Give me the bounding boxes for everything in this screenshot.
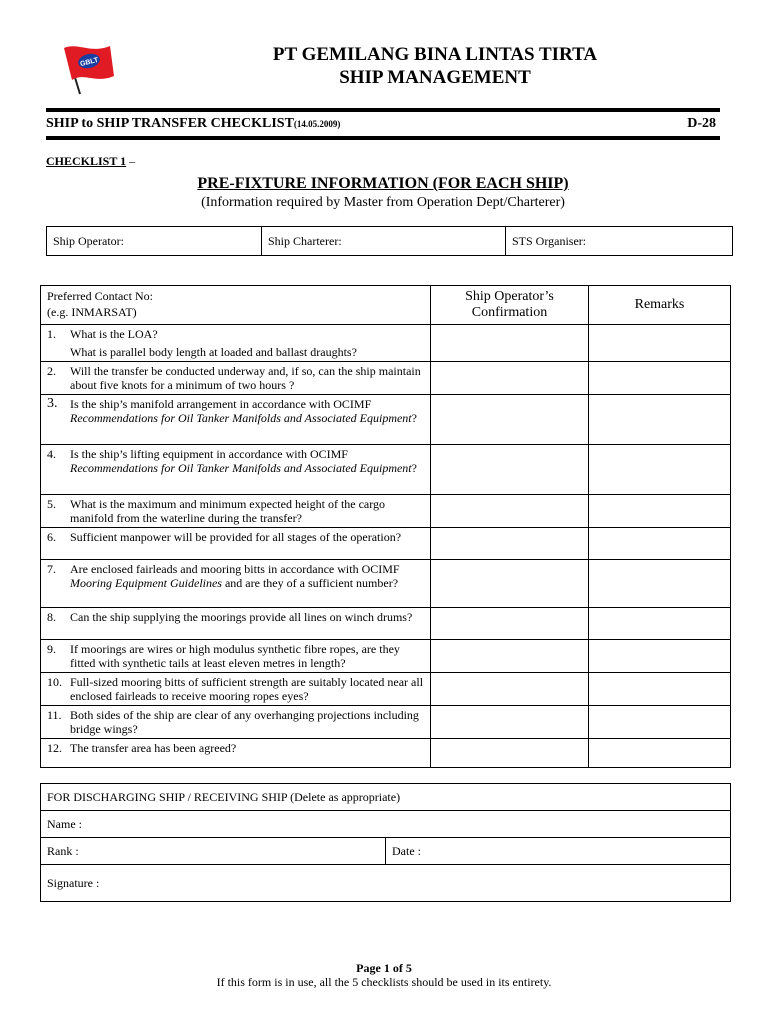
question-line: Sufficient manpower will be provided for all stages of the operation? (70, 530, 402, 544)
checklist-row (41, 739, 731, 768)
confirmation-cell[interactable] (431, 445, 589, 495)
question-cell (41, 739, 431, 768)
question-number: 7. (47, 562, 56, 576)
checklist-row (41, 325, 731, 362)
remarks-cell[interactable] (589, 362, 731, 395)
document-title-text: SHIP to SHIP TRANSFER CHECKLIST (46, 116, 294, 131)
signature-table (40, 783, 731, 902)
question-number: 4. (47, 447, 56, 461)
question-text (70, 610, 424, 624)
checklist-row (41, 445, 731, 495)
company-logo (56, 40, 118, 96)
confirmation-cell[interactable] (431, 362, 589, 395)
question-tail: ? (411, 461, 417, 475)
rank-label: Rank : (47, 844, 79, 858)
checklist-label (46, 154, 135, 169)
question-number: 1. (47, 327, 56, 341)
question-cell (41, 395, 431, 445)
question-text (70, 741, 424, 755)
question-text (70, 530, 424, 544)
question-text (70, 327, 424, 359)
header-rule-top (46, 108, 720, 112)
question-line: Are enclosed fairleads and mooring bitts in accordance with OCIMF (70, 562, 400, 576)
question-number: 10. (47, 675, 62, 689)
question-text (70, 364, 424, 392)
section-subheading: (Information required by Master from Operation Dept/Charterer) (201, 195, 565, 210)
ship-charterer-label: Ship Charterer: (268, 234, 342, 248)
remarks-cell[interactable] (589, 445, 731, 495)
question-number: 5. (47, 497, 56, 511)
document-code: D-28 (687, 116, 716, 131)
question-number: 8. (47, 610, 56, 624)
checklist-row (41, 395, 731, 445)
question-line: Will the transfer be conducted underway and, if so, can the ship maintain about five knots for a minimum of two hours ? (70, 364, 421, 392)
confirmation-cell[interactable] (431, 560, 589, 608)
question-line: Both sides of the ship are clear of any overhanging projections including bridge wings? (70, 708, 419, 736)
question-line: What is the LOA? (70, 327, 158, 341)
remarks-cell[interactable] (589, 528, 731, 560)
checklist-row (41, 560, 731, 608)
question-line: Is the ship’s lifting equipment in accordance with OCIMF (70, 447, 348, 461)
name-field[interactable] (41, 811, 731, 838)
question-line: Can the ship supplying the moorings provide all lines on winch drums? (70, 610, 413, 624)
document-title (46, 116, 340, 132)
name-label: Name : (47, 817, 82, 831)
ship-operator-field[interactable] (47, 227, 262, 256)
checklist-row (41, 706, 731, 739)
logo-text: GBLT (79, 56, 100, 69)
section-heading: PRE-FIXTURE INFORMATION (FOR EACH SHIP) (197, 175, 569, 192)
page-number: Page 1 of 5 (356, 961, 412, 975)
footer-note: If this form is in use, all the 5 checklists should be used in its entirety. (216, 975, 552, 989)
checklist-row (41, 495, 731, 528)
date-label: Date : (392, 844, 421, 858)
checklist-number: CHECKLIST 1 (46, 154, 127, 168)
header-rule-bottom (46, 136, 720, 140)
contact-label: Preferred Contact No: (47, 289, 153, 303)
question-tail: and are they of a sufficient number? (224, 576, 399, 590)
question-cell (41, 640, 431, 673)
date-field[interactable] (386, 838, 731, 865)
company-division: SHIP MANAGEMENT (339, 67, 531, 88)
remarks-cell[interactable] (589, 706, 731, 739)
question-cell (41, 608, 431, 640)
question-number: 6. (47, 530, 56, 544)
confirmation-cell[interactable] (431, 706, 589, 739)
signature-label: Signature : (47, 876, 100, 890)
question-text (70, 562, 424, 590)
remarks-cell[interactable] (589, 739, 731, 768)
operator-info-table (46, 226, 733, 256)
checklist-row (41, 528, 731, 560)
checklist-row (41, 640, 731, 673)
checklist-table (40, 285, 731, 768)
remarks-cell[interactable] (589, 325, 731, 362)
confirmation-cell[interactable] (431, 395, 589, 445)
confirmation-header: Ship Operator’s Confirmation (431, 286, 589, 325)
question-line: Full-sized mooring bitts of sufficient strength are suitably located near all enclosed fairleads to receive mooring ropes eyes? (70, 675, 424, 703)
checklist-row (41, 608, 731, 640)
question-line-2: What is parallel body length at loaded and ballast draughts? (70, 345, 357, 359)
remarks-cell[interactable] (589, 560, 731, 608)
question-text (70, 675, 424, 703)
question-number: 12. (47, 741, 62, 755)
question-cell (41, 706, 431, 739)
question-line: What is the maximum and minimum expected height of the cargo manifold from the waterline during the transfer? (70, 497, 386, 525)
question-text (70, 642, 424, 670)
signature-field[interactable] (41, 865, 731, 902)
remarks-cell[interactable] (589, 608, 731, 640)
question-text (70, 397, 424, 425)
question-cell (41, 495, 431, 528)
question-cell (41, 673, 431, 706)
checklist-row (41, 673, 731, 706)
confirmation-cell[interactable] (431, 528, 589, 560)
question-cell (41, 560, 431, 608)
question-cell (41, 362, 431, 395)
confirmation-cell[interactable] (431, 739, 589, 768)
question-reference: Recommendations for Oil Tanker Manifolds and Associated Equipment (70, 411, 412, 425)
question-number: 9. (47, 642, 56, 656)
confirmation-cell[interactable] (431, 673, 589, 706)
checklist-row (41, 362, 731, 395)
contact-number-cell (41, 286, 431, 325)
question-reference: Mooring Equipment Guidelines (70, 576, 222, 590)
remarks-cell[interactable] (589, 395, 731, 445)
question-reference: Recommendations for Oil Tanker Manifolds and Associated Equipment (70, 461, 412, 475)
rank-field[interactable] (41, 838, 386, 865)
question-number: 11. (47, 708, 62, 722)
remarks-cell[interactable] (589, 673, 731, 706)
sts-organiser-label: STS Organiser: (512, 234, 587, 248)
question-line: If moorings are wires or high modulus synthetic fibre ropes, are they fitted with synthetic tails at least eleven metres in length? (70, 642, 400, 670)
question-line: The transfer area has been agreed? (70, 741, 237, 755)
ship-charterer-field[interactable] (262, 227, 506, 256)
remarks-cell[interactable] (589, 495, 731, 528)
sign-block-title: FOR DISCHARGING SHIP / RECEIVING SHIP (Delete as appropriate) (41, 784, 731, 811)
ship-operator-label: Ship Operator: (53, 234, 124, 248)
contact-example: (e.g. INMARSAT) (47, 305, 137, 319)
question-text (70, 497, 424, 525)
confirmation-cell[interactable] (431, 608, 589, 640)
remarks-cell[interactable] (589, 640, 731, 673)
question-cell (41, 528, 431, 560)
question-cell (41, 445, 431, 495)
confirmation-cell[interactable] (431, 495, 589, 528)
question-text (70, 708, 424, 736)
question-cell (41, 325, 431, 362)
sts-organiser-field[interactable] (506, 227, 733, 256)
question-number: 3. (47, 396, 58, 411)
question-line: Is the ship’s manifold arrangement in accordance with OCIMF (70, 397, 372, 411)
question-text (70, 447, 424, 475)
checklist-dash: – (126, 154, 136, 168)
question-tail: ? (411, 411, 417, 425)
remarks-header: Remarks (589, 286, 731, 325)
confirmation-cell[interactable] (431, 640, 589, 673)
company-name: PT GEMILANG BINA LINTAS TIRTA (272, 44, 598, 65)
question-number: 2. (47, 364, 56, 378)
confirmation-cell[interactable] (431, 325, 589, 362)
document-date: (14.05.2009) (293, 119, 341, 129)
